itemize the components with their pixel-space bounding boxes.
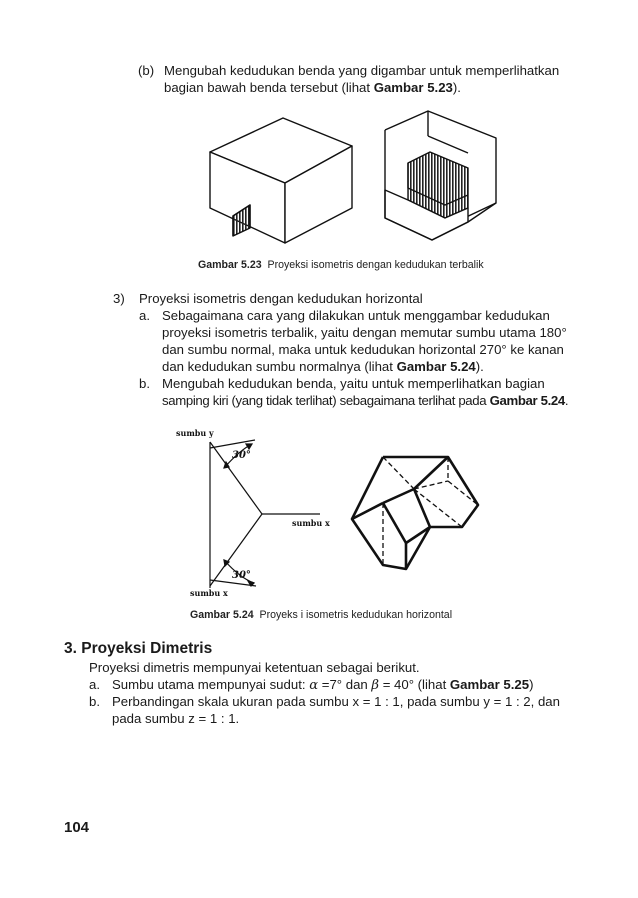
figure-5-23 [200, 108, 510, 248]
axis-x-right-label: sumbu x [292, 518, 330, 528]
section3a-text: Sumbu utama mempunyai sudut: α =7° dan β = 40° (lihat Gambar 5.25) [112, 677, 534, 693]
section-heading: 3. Proyeksi Dimetris [64, 640, 213, 657]
block-right [385, 111, 496, 240]
section-intro: Proyeksi dimetris mempunyai ketentuan sebagai berikut. [89, 660, 420, 675]
axis-y-label: sumbu y [176, 428, 214, 438]
fig523-caption: Gambar 5.23 Proyeksi isometris dengan kedudukan terbalik [198, 259, 484, 271]
item3a-line2: proyeksi isometris terbalik, yaitu dengan memutar sumbu utama 180° [162, 325, 567, 340]
item3a-marker: a. [139, 308, 150, 323]
figure-5-24-object [350, 445, 485, 585]
figure-5-24-axes [170, 420, 360, 600]
item3b-line2: samping kiri (yang tidak terlihat) sebagaimana terlihat pada Gambar 5.24. [162, 393, 569, 408]
item-b-line1: Mengubah kedudukan benda yang digambar untuk memperlihatkan [164, 63, 560, 78]
section3b-marker: b. [89, 694, 100, 709]
fig524-caption: Gambar 5.24 Proyeks i isometris kedudukan horizontal [190, 609, 453, 621]
section3b-line2: pada sumbu z = 1 : 1. [112, 711, 240, 726]
angle-top-label: 30° [232, 450, 251, 461]
angle-bottom-label: 30° [232, 570, 251, 581]
section3a-marker: a. [89, 677, 100, 692]
item3-heading: Proyeksi isometris dengan kedudukan horizontal [139, 291, 423, 306]
block-left [210, 118, 352, 243]
figure-ref: Gambar 5.23 [373, 80, 453, 95]
item3a-line4: dan kedudukan sumbu normalnya (lihat Gambar 5.24). [162, 359, 484, 374]
item3a-line3: dan sumbu normal, maka untuk kedudukan horizontal 270° ke kanan [162, 342, 564, 357]
item3a-line1: Sebagaimana cara yang dilakukan untuk menggambar kedudukan [162, 308, 550, 323]
axis-x-bottom-label: sumbu x [190, 588, 228, 598]
item3b-line1: Mengubah kedudukan benda, yaitu untuk memperlihatkan bagian [162, 376, 545, 391]
section3b-line1: Perbandingan skala ukuran pada sumbu x = 1 : 1, pada sumbu y = 1 : 2, dan [112, 694, 560, 709]
item-b-line2: bagian bawah benda tersebut (lihat Gambar 5.23). [164, 80, 461, 95]
page-number: 104 [64, 819, 90, 836]
item3-marker: 3) [113, 291, 125, 306]
item3b-marker: b. [139, 376, 150, 391]
item-b-marker: (b) [138, 63, 155, 78]
